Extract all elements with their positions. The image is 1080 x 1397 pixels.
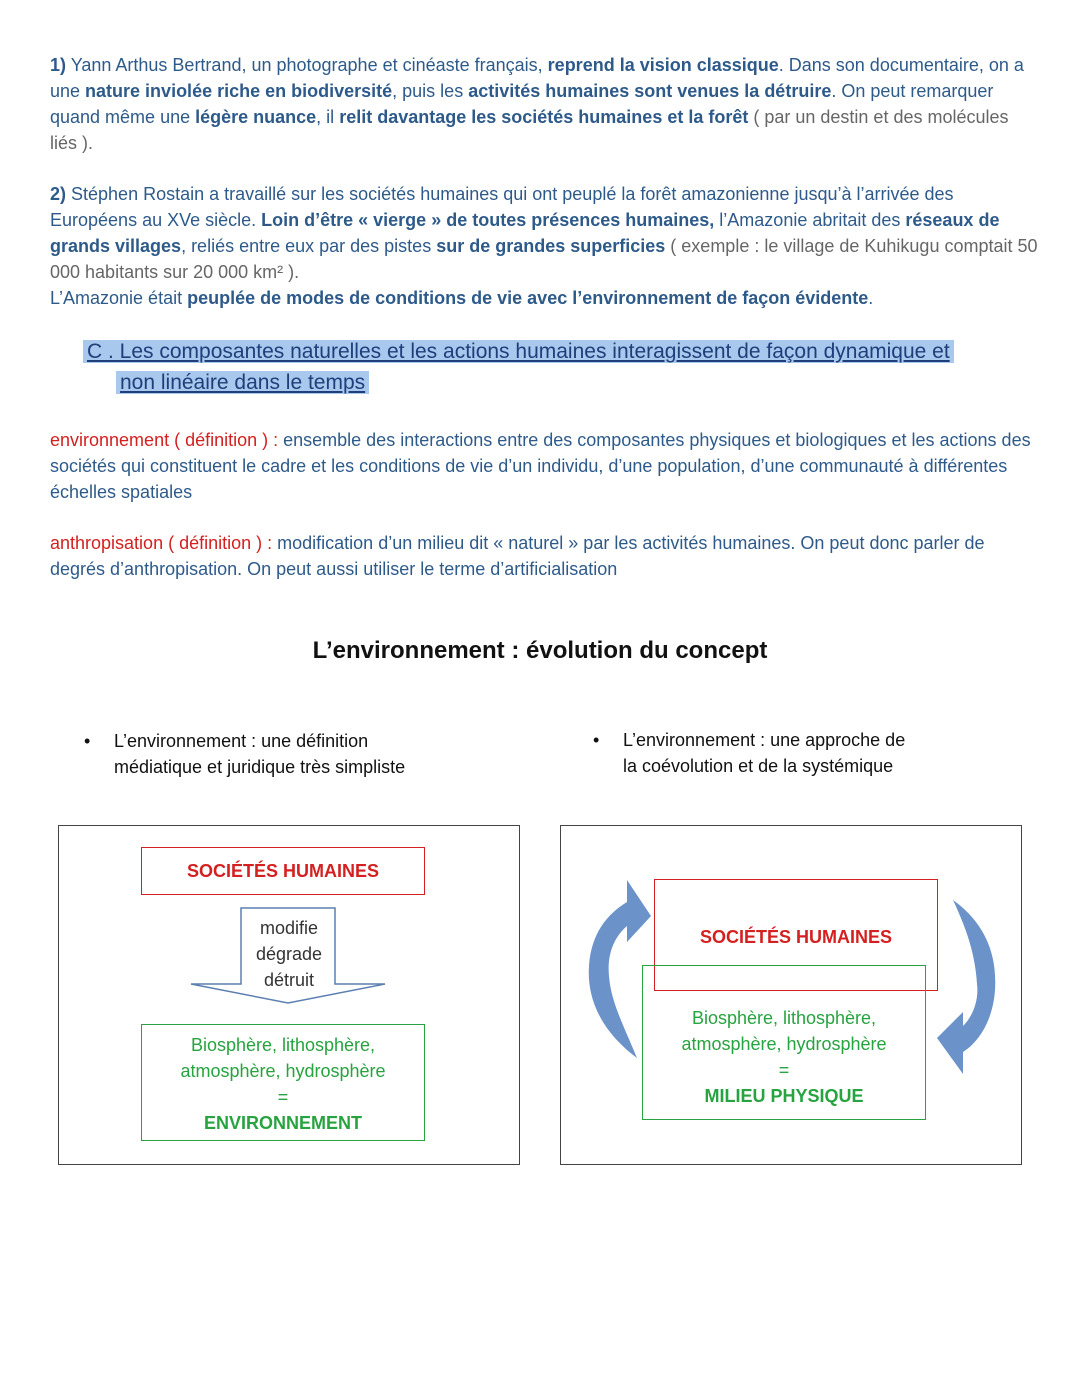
emphasis: légère nuance bbox=[195, 107, 317, 127]
caption-line: médiatique et juridique très simpliste bbox=[114, 757, 406, 777]
text: Stéphen Rostain a travaillé sur les sociétés humaines qui ont peuplé la forêt amazonienne jusqu’à l’arrivée des Européens au XVe siècle. bbox=[50, 184, 954, 230]
societes-box bbox=[141, 847, 425, 895]
emphasis: réseaux de grands villages bbox=[50, 210, 1000, 256]
green-line: = bbox=[778, 1060, 790, 1080]
paragraph-2 bbox=[50, 181, 1040, 311]
green-line: = bbox=[277, 1087, 289, 1107]
text: ( par un destin et des molécules liés ). bbox=[50, 107, 1009, 153]
text: , puis les bbox=[392, 81, 469, 101]
arrow-label: détruit bbox=[263, 970, 315, 990]
green-line: atmosphère, hydrosphère bbox=[180, 1061, 386, 1081]
green-line: atmosphère, hydrosphère bbox=[681, 1034, 887, 1054]
definition-environnement bbox=[50, 427, 1040, 505]
societes-label: SOCIÉTÉS HUMAINES bbox=[699, 927, 893, 947]
definition-text: ensemble des interactions entre des composantes physiques et biologiques et les actions des sociétés qui constituent le cadre et les conditions de vie d’un individu, d’une population, d’une communauté à différentes échelles spatiales bbox=[50, 430, 1031, 502]
milieu-physique-label: MILIEU PHYSIQUE bbox=[704, 1086, 864, 1106]
text: . On peut remarquer quand même une bbox=[50, 81, 994, 127]
emphasis: reprend la vision classique bbox=[547, 55, 779, 75]
bullet-dot: • bbox=[593, 730, 600, 750]
bullet-left bbox=[84, 728, 474, 780]
text: ( exemple : le village de Kuhikugu comptait 50 000 habitants sur 20 000 km² ). bbox=[50, 236, 1038, 282]
definition-anthropisation bbox=[50, 530, 1040, 582]
text: , il bbox=[316, 107, 340, 127]
heading-line-1: C . Les composantes naturelles et les actions humaines interagissent de façon dynamique et bbox=[83, 340, 954, 363]
bullet-dot: • bbox=[84, 731, 91, 751]
emphasis: nature inviolée riche en biodiversité bbox=[85, 81, 393, 101]
text: L’Amazonie était bbox=[50, 288, 188, 308]
arrow-labels bbox=[241, 915, 337, 993]
text: . Dans son documentaire, on a une bbox=[50, 55, 1024, 101]
emphasis: Loin d’être « vierge » de toutes présences humaines, bbox=[261, 210, 715, 230]
item-number: 2) bbox=[50, 184, 67, 204]
arrow-label: modifie bbox=[259, 918, 319, 938]
heading-line-2: non linéaire dans le temps bbox=[116, 371, 369, 394]
green-line: Biosphère, lithosphère, bbox=[691, 1008, 877, 1028]
section-heading bbox=[83, 336, 1013, 398]
text: l’Amazonie abritait des bbox=[714, 210, 906, 230]
environnement-label: ENVIRONNEMENT bbox=[203, 1113, 362, 1133]
emphasis: activités humaines sont venues la détruire bbox=[468, 81, 832, 101]
green-line: Biosphère, lithosphère, bbox=[190, 1035, 376, 1055]
definition-text: modification d’un milieu dit « naturel » par les activités humaines. On peut donc parler de degrés d’anthropisation. On peut aussi utiliser le terme d’artificialisation bbox=[50, 533, 985, 579]
diagram-title: L’environnement : évolution du concept bbox=[312, 637, 768, 664]
curved-arrow-right-icon bbox=[933, 896, 1003, 1081]
diagram-panel-left bbox=[58, 825, 520, 1165]
emphasis: sur de grandes superficies bbox=[436, 236, 666, 256]
milieu-box bbox=[642, 965, 926, 1120]
emphasis: relit davantage les sociétés humaines et la forêt bbox=[339, 107, 749, 127]
item-number: 1) bbox=[50, 55, 67, 75]
text: . bbox=[868, 288, 874, 308]
definition-term: environnement ( définition ) : bbox=[50, 430, 279, 450]
caption-line: L’environnement : une définition bbox=[114, 731, 369, 751]
paragraph-1 bbox=[50, 52, 1040, 156]
bullet-right bbox=[593, 727, 983, 779]
text: , reliés entre eux par des pistes bbox=[181, 236, 437, 256]
caption-line: la coévolution et de la systémique bbox=[623, 756, 894, 776]
diagram-panel-right bbox=[560, 825, 1022, 1165]
definition-term: anthropisation ( définition ) : bbox=[50, 533, 273, 553]
emphasis: peuplée de modes de conditions de vie avec l’environnement de façon évidente bbox=[187, 288, 869, 308]
caption-line: L’environnement : une approche de bbox=[623, 730, 906, 750]
arrow-label: dégrade bbox=[255, 944, 323, 964]
text: Yann Arthus Bertrand, un photographe et cinéaste français, bbox=[66, 55, 548, 75]
milieu-box bbox=[141, 1024, 425, 1141]
societes-label: SOCIÉTÉS HUMAINES bbox=[186, 861, 380, 881]
